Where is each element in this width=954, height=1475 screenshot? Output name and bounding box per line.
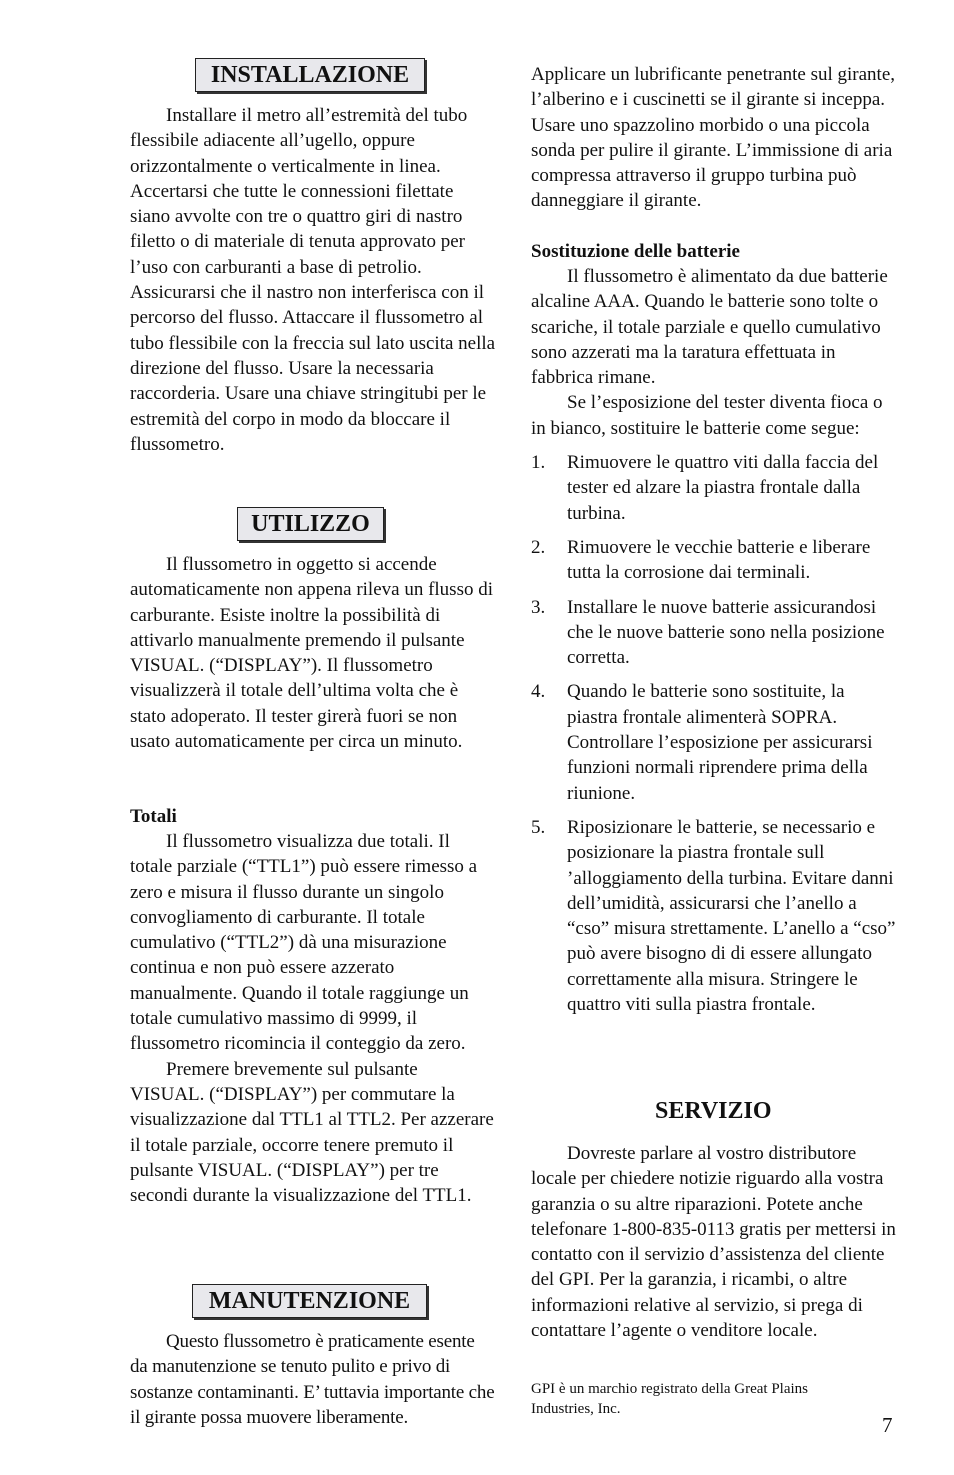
- batterie-paragraph-2: Se l’esposizione del tester diventa fioca o in bianco, sostituire le batterie come segue:: [531, 392, 883, 439]
- manutenzione-section: [130, 1329, 496, 1430]
- manutenzione-heading: MANUTENZIONE: [192, 1284, 427, 1318]
- right-column-top: [531, 62, 897, 214]
- step-number: 1.: [531, 452, 546, 474]
- batterie-steps-list: [531, 450, 897, 1017]
- utilizzo-section: [130, 552, 496, 754]
- step-number: 4.: [531, 681, 546, 703]
- step-number: 2.: [531, 536, 546, 558]
- servizio-section: [531, 1141, 897, 1343]
- step-text: Rimuovere le quattro viti dalla faccia del tester ed alzare la piastra frontale dalla turbina.: [567, 452, 879, 524]
- batterie-section: [531, 239, 897, 1026]
- installazione-heading: INSTALLAZIONE: [195, 58, 425, 92]
- page-number: 7: [882, 1413, 893, 1437]
- step-text: Rimuovere le vecchie batterie e liberare tutta la corrosione dai terminali.: [567, 536, 871, 584]
- step-text: Riposizionare le batterie, se necessario e posizionare la piastra frontale sull ’alloggiamento della turbina. Evitare danni dell’umidità, assicurarsi che l’anello a “cso” misura strettamente. L’anello a “cso” può avere bisogno di di essere allungato correttamente alla misura. Stringere le quattro viti sulla piastra frontale.: [567, 816, 896, 1016]
- step-text: Installare le nuove batterie assicurandosi che le nuove batterie sono nella posizione corretta.: [567, 596, 885, 669]
- totali-heading: Totali: [130, 806, 177, 827]
- footnote-section: [531, 1379, 861, 1419]
- installazione-section: [130, 103, 496, 457]
- utilizzo-heading: UTILIZZO: [237, 507, 384, 541]
- totali-section: [130, 804, 496, 1208]
- installazione-body: Installare il metro all’estremità del tubo flessibile adiacente all’ugello, oppure orizzontalmente o verticalmente in linea. Accertarsi che tutte le connessioni filettate siano avvolte con tre o quattro giri di nastro filetto o di materiale di tenuta approvato per l’uso con carburanti a base di petrolio. Assicurarsi che il nastro non interferisca con il percorso del flusso. Attaccare il flussometro al tubo flessibile con la freccia sul lato uscita nella direzione del flusso. Usare la necessaria raccorderia. Usare una chiave stringitubi per le estremità del corpo in modo da bloccare il flussometro.: [130, 105, 496, 455]
- list-item: [531, 679, 897, 805]
- manutenzione-body: Questo flussometro è praticamente esente da manutenzione se tenuto pulito e privo di sostanze contaminanti. E’ tuttavia importante che il girante possa muovere liberamente.: [130, 1331, 495, 1428]
- list-item: [531, 450, 897, 526]
- servizio-body: Dovreste parlare al vostro distributore locale per chiedere notizie riguardo alla vostra garanzia o su altre riparazioni. Potete anche telefonare 1-800-835-0113 gratis per mettersi in contatto con il servizio d’assistenza del cliente del GPI. Per la garanzia, i ricambi, o altre informazioni relative al servizio, si prega di contattare l’agente o venditore locale.: [531, 1143, 896, 1342]
- step-text: Quando le batterie sono sostituite, la piastra frontale alimenterà SOPRA. Controllare l’esposizione per assicurarsi funzioni normali riprendere prima della riunione.: [567, 681, 873, 804]
- trademark-footnote: GPI è un marchio registrato della Great Plains Industries, Inc.: [531, 1381, 809, 1417]
- step-number: 3.: [531, 596, 546, 618]
- totali-paragraph-2: Premere brevemente sul pulsante VISUAL. (“DISPLAY”) per commutare la visualizzazione dal TTL1 al TTL2. Per azzerare il totale parziale, occorre tenere premuto il pulsante VISUAL. (“DISPLAY”) per tre secondi durante la visualizzazione del TTL1.: [130, 1058, 494, 1207]
- batterie-paragraph-1: Il flussometro è alimentato da due batterie alcaline AAA. Quando le batterie sono tolte o scariche, il totale parziale e quello cumulativo sono azzerati ma la taratura effettuata in fabbrica rimane.: [531, 266, 888, 389]
- servizio-heading: SERVIZIO: [655, 1098, 772, 1124]
- totali-paragraph-1: Il flussometro visualizza due totali. Il totale parziale (“TTL1”) può essere rimesso a zero e misura il flusso durante un singolo convogliamento di carburante. Il totale cumulativo (“TTL2”) dà una misurazione continua e non può essere azzerato manualmente. Quando il totale raggiunge un totale cumulativo massimo di 9999, il flussometro ricomincia il conteggio da zero.: [130, 831, 478, 1055]
- manutenzione-continued: Applicare un lubrificante penetrante sul girante, l’alberino e i cuscinetti se il girante si inceppa. Usare uno spazzolino morbido o una piccola sonda per pulire il girante. L’immissione di aria compressa attraverso il gruppo turbina può danneggiare il girante.: [531, 64, 896, 212]
- list-item: [531, 595, 897, 671]
- list-item: [531, 815, 897, 1017]
- utilizzo-body: Il flussometro in oggetto si accende automaticamente non appena rileva un flusso di carburante. Esiste inoltre la possibilità di attivarlo manualmente premendo il pulsante VISUAL. (“DISPLAY”). Il flussometro visualizzerà il totale dell’ultima volta che è stato adoperato. Il tester girerà fuori se non usato automaticamente per circa un minuto.: [130, 554, 493, 753]
- step-number: 5.: [531, 816, 546, 838]
- list-item: [531, 535, 897, 586]
- batterie-heading: Sostituzione delle batterie: [531, 241, 740, 262]
